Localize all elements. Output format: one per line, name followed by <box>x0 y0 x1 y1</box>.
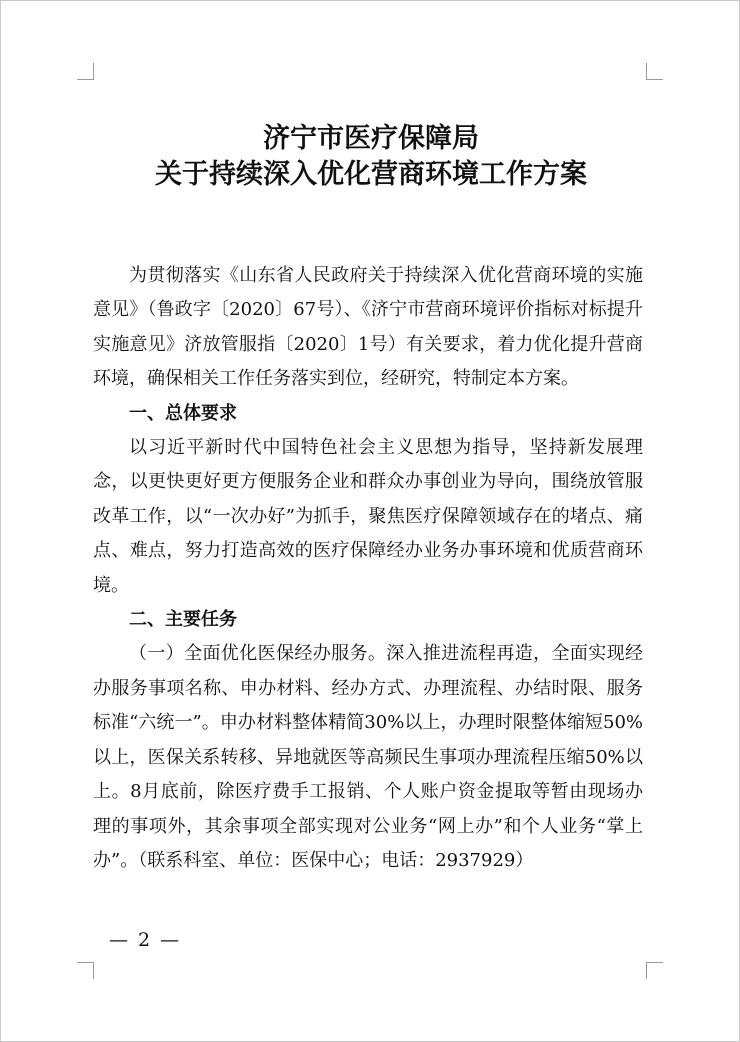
document-body <box>93 259 643 878</box>
document-title-line1: 济宁市医疗保障局 <box>263 123 479 154</box>
document-title-line2: 关于持续深入优化营商环境工作方案 <box>155 159 587 190</box>
intro-paragraph: 为贯彻落实《山东省人民政府关于持续深入优化营商环境的实施意见》（鲁政字〔2020〕67号）、《济宁市营商环境评价指标对标提升实施意见》济放管服指〔2020〕1号）有关要求，着力优化提升营商环境，确保相关工作任务落实到位，经研究，特制定本方案。 <box>93 265 643 390</box>
item1-body: 深入推进流程再造，全面实现经办服务事项名称、申办材料、经办方式、办理流程、办结时限、服务标准“六统一”。申办材料整体精简30%以上，办理时限整体缩短50%以上，医保关系转移、异地就医等高频民生事项办理流程压缩50%以上。8月底前，除医疗费手工报销、个人账户资金提取等暂由现场办理的事项外，其余事项全部实现对公业务“网上办”和个人业务“掌上办”。（联系科室、单位：医保中心；电话：2937929） <box>93 643 644 871</box>
page-number: — 2 — <box>109 929 182 951</box>
crop-mark-top-right <box>646 63 663 80</box>
section1-heading: 一、总体要求 <box>129 402 237 424</box>
crop-mark-bottom-left <box>77 962 94 979</box>
item1-paragraph <box>93 637 643 878</box>
crop-mark-bottom-right <box>646 962 663 979</box>
item1-lead: （一）全面优化医保经办服务。 <box>129 643 387 665</box>
section2-heading: 二、主要任务 <box>129 609 237 631</box>
crop-mark-top-left <box>77 63 94 80</box>
section1-paragraph: 以习近平新时代中国特色社会主义思想为指导，坚持新发展理念，以更快更好更方便服务企业和群众办事创业为导向，围绕放管服改革工作，以“一次办好”为抓手，聚焦医疗保障领域存在的堵点、痛点、难点，努力打造高效的医疗保障经办业务办事环境和优质营商环境。 <box>93 437 643 596</box>
